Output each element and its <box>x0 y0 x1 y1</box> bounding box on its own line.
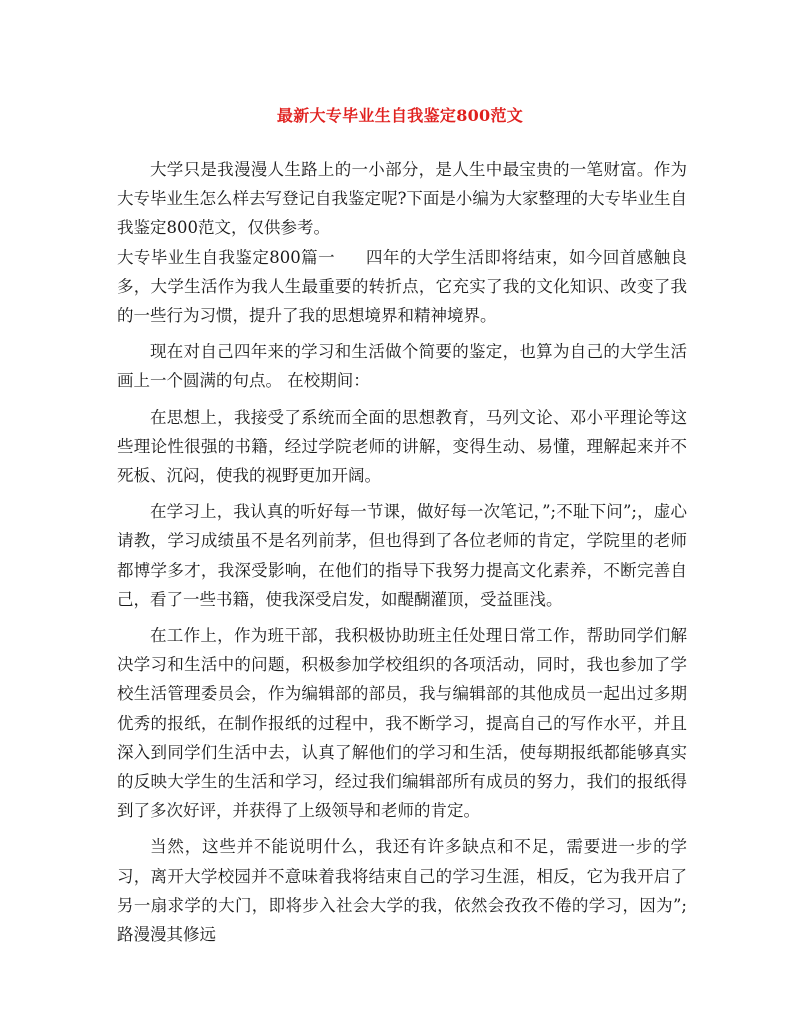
section-first-block <box>117 243 687 331</box>
section-heading: 大专毕业生自我鉴定800篇一 <box>117 247 335 267</box>
paragraph-closing: 当然，这些并不能说明什么，我还有许多缺点和不足，需要进一步的学习，离开大学校园并不意味着我将结束自己的学习生涯，相反，它为我开启了另一扇求学的大门，即将步入社会大学的我，依然会孜孜不倦的学习，因为”;路漫漫其修远 <box>117 837 687 945</box>
section-first-paragraph: 四年的大学生活即将结束，如今回首感触良多，大学生活作为我人生最重要的转折点，它充实了我的文化知识、改变了我的一些行为习惯，提升了我的思想境界和精神境界。 <box>117 247 688 326</box>
paragraph-summary: 现在对自己四年来的学习和生活做个简要的鉴定，也算为自己的大学生活画上一个圆满的句点。 在校期间： <box>117 342 687 391</box>
paragraph-study: 在学习上，我认真的听好每一节课，做好每一次笔记，”;不耻下问”;，虚心请教，学习成绩虽不是名列前茅，但也得到了各位老师的肯定，学院里的老师都博学多才，我深受影响，在他们的指导下我努力提高文化素养，不断完善自己，看了一些书籍，使我深受启发，如醍醐灌顶，受益匪浅。 <box>117 502 687 609</box>
document-body <box>117 155 687 949</box>
paragraph-work: 在工作上，作为班干部，我积极协助班主任处理日常工作，帮助同学们解决学习和生活中的问题，积极参加学校组织的各项活动，同时，我也参加了学校生活管理委员会，作为编辑部的部员，我与编辑部的其他成员一起出过多期优秀的报纸，在制作报纸的过程中，我不断学习，提高自己的写作水平，并且深入到同学们生活中去，认真了解他们的学习和生活，使每期报纸都能够真实的反映大学生的生活和学习，经过我们编辑部所有成员的努力，我们的报纸得到了多次好评，并获得了上级领导和老师的肯定。 <box>117 626 687 821</box>
document-title: 最新大专毕业生自我鉴定800范文 <box>276 106 524 125</box>
paragraph-ideology: 在思想上，我接受了系统而全面的思想教育，马列文论、邓小平理论等这些理论性很强的书籍，经过学院老师的讲解，变得生动、易懂，理解起来并不死板、沉闷，使我的视野更加开阔。 <box>117 407 687 486</box>
intro-paragraph: 大学只是我漫漫人生路上的一小部分，是人生中最宝贵的一笔财富。作为大专毕业生怎么样去写登记自我鉴定呢?下面是小编为大家整理的大专毕业生自我鉴定800范文，仅供参考。 <box>117 160 687 238</box>
